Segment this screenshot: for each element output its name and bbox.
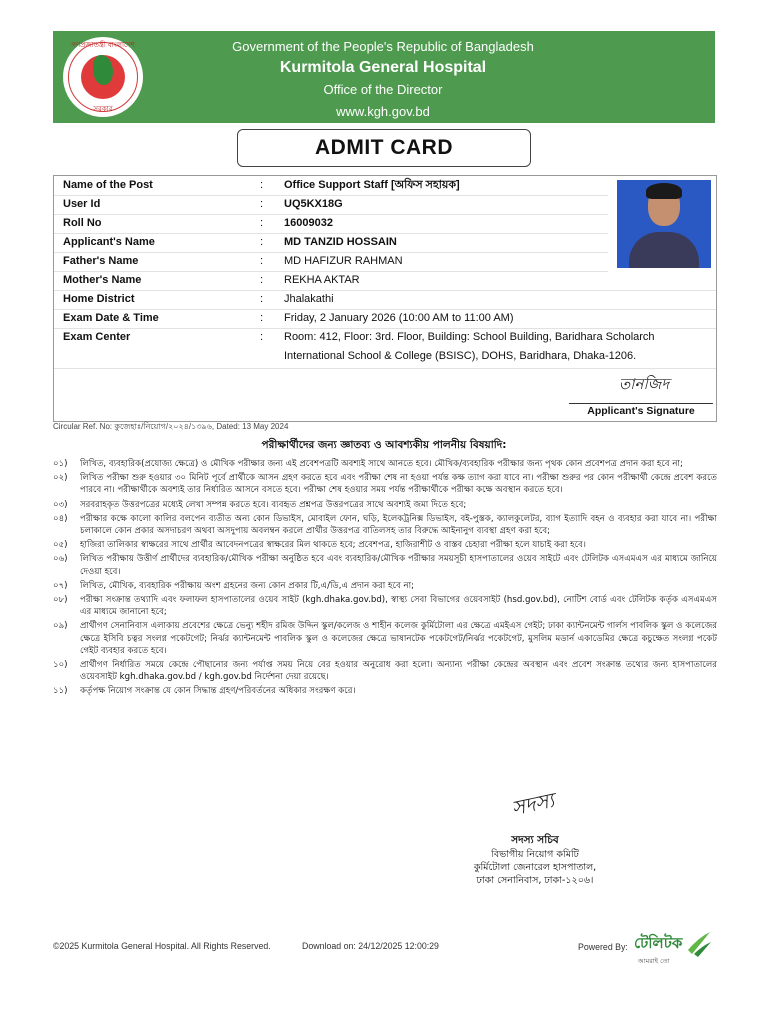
teletalk-tagline: আমরাই তো xyxy=(638,957,670,965)
website-link[interactable]: www.kgh.gov.bd xyxy=(336,104,430,119)
field-row-mother-name: Mother's Name : REKHA AKTAR xyxy=(54,271,716,291)
teletalk-swoosh-icon xyxy=(684,928,712,958)
list-item: ০৩) সরবরাহকৃত উত্তরপত্রের মধ্যেই লেখা সম্পন্ন করতে হবে। ব্যবহৃত প্রশ্নপত্র উত্তরপত্রের সাথে অবশ্যই জমা দিতে হবে; xyxy=(53,499,467,510)
field-value: Jhalakathi xyxy=(284,293,334,305)
applicant-photo xyxy=(617,180,711,268)
field-label: Mother's Name xyxy=(63,274,142,286)
field-row-exam-date: Exam Date & Time : Friday, 2 January 2026 (10:00 AM to 11:00 AM) xyxy=(54,309,716,329)
field-value: MD HAFIZUR RAHMAN xyxy=(284,255,403,267)
list-item: ০৯) প্রার্থীগণ সেনানিবাস এলাকায় প্রবেশের ক্ষেত্রে ভেন্যু শহীদ রমিজ উদ্দিন স্কুল/কলেজ ও শাহীন কলেজ কুর্মিটোলা এর ক্ষেত্রে এমইএস গেইট; ঢাকা ক্যান্টনমেন্ট গার্লস পাবলিক স্কুল ও কলেজের ক্ষেত্রে ইসিবি চত্বর সংলগ্ন পকেটগেট; নির্ঝর ক্যান্টনমেন্ট পাবলিক স্কুল ও কলেজের ক্ষেত্রে ভাষানটেক পকেটগেট/নির্ঝর পকেটগেট, মুসলিম মডার্ন একাডেমির ক্ষেত্রে কচুক্ষেত সংলগ্ন পকেট গেইট ব্যবহার করতে হবে। xyxy=(53,621,717,656)
list-item: ০৬) লিখিত পরীক্ষায় উত্তীর্ণ প্রার্থীদের ব্যবহারিক/মৌখিক পরীক্ষা অনুষ্ঠিত হবে এবং ব্যবহারিক/মৌখিক পরীক্ষার সময়সূচী হাসপাতালের ওয়েব সাইটে এবং টেলিটক এসএমএস এর মাধ্যমে জানিয়ে দেওয়া হবে। xyxy=(53,554,717,577)
seal-bottom-text: সরকার xyxy=(93,106,113,113)
secretary-signature-image: সদস্য xyxy=(509,787,557,821)
instructions-list xyxy=(53,458,717,700)
applicant-signature-image: তানজিদ xyxy=(618,375,670,393)
list-item: ০৪) পরীক্ষার কক্ষে কালো কালির বলপেন ব্যতীত অন্য কোন ডিভাইস, মোবাইল ফোন, ঘড়ি, ইলেকট্রনিক্স ডিভাইস, বই-পুস্তক, ক্যালকুলেটর, ব্যাগ ইত্যাদি বহন ও ব্যবহার করা যাবে না। পরীক্ষা চলাকালে কোন প্রকার অসদাচরণ অথবা অসদুপায় অবলম্বন করলে প্রার্থীর উত্তরপত্র বাতিলসহ তার বিরুদ্ধে আইনানুগ ব্যবস্থা গ্রহণ করা হবে; xyxy=(53,513,717,537)
field-row-user-id: User Id : UQ5KX18G xyxy=(54,195,608,215)
field-row-father-name: Father's Name : MD HAFIZUR RAHMAN xyxy=(54,252,608,272)
field-row-home-district: Home District : Jhalakathi xyxy=(54,290,716,310)
signature-line xyxy=(569,403,713,404)
field-label: Exam Center xyxy=(63,331,131,343)
powered-by-label: Powered By: xyxy=(578,942,628,952)
field-label: Name of the Post xyxy=(63,179,153,191)
field-label: Exam Date & Time xyxy=(63,312,159,324)
list-item: ০৭) লিখিত, মৌখিক, ব্যবহারিক পরীক্ষায় অংশ গ্রহনের জন্য কোন প্রকার টি,এ/ডি,এ প্রদান করা হবে না; xyxy=(53,580,414,591)
government-seal-icon xyxy=(63,37,143,117)
field-value: MD TANZID HOSSAIN xyxy=(284,236,397,248)
government-title: Government of the People's Republic of Bangladesh xyxy=(232,39,534,54)
office-name: Office of the Director xyxy=(323,82,443,97)
instructions-title: পরীক্ষার্থীদের জন্য জ্ঞাতব্য ও আবশ্যকীয় পালনীয় বিষয়াদি: xyxy=(261,439,507,451)
header-banner xyxy=(53,31,715,123)
admit-card-title: ADMIT CARD xyxy=(237,129,531,167)
field-row-post: Name of the Post : Office Support Staff [অফিস সহায়ক] xyxy=(54,176,608,196)
field-value: Room: 412, Floor: 3rd. Floor, Building: School Building, Baridhara Scholarch International School & College (BSISC), DOHS, Baridhara, Dhaka-1206. xyxy=(284,331,655,362)
list-item: ০২) লিখিত পরীক্ষা শুরু হওয়ার ৩০ মিনিট পূর্বে প্রার্থীকে আসন গ্রহণ করতে হবে এবং পরীক্ষা শেষ না হওয়া পর্যন্ত কক্ষ ত্যাগ করা যাবে না। পরীক্ষা শুরুর পর কোন পরীক্ষার্থী কেন্দ্রে প্রবেশ করতে পারবে না। পরীক্ষার্থীকে অবশ্যই তার নির্ধারিত আসনে বসতে হবে। পরীক্ষা শেষ হওয়ার সময় পর্যন্ত পরীক্ষার্থীকে পরীক্ষা কক্ষে অবস্থান করতে হবে। xyxy=(53,473,717,496)
field-label: Home District xyxy=(63,293,135,305)
field-value: Office Support Staff [অফিস সহায়ক] xyxy=(284,179,460,191)
secretary-committee: বিভাগীয় নিয়োগ কমিটি xyxy=(491,849,579,860)
list-item: ১০) প্রার্থীগণ নির্ধারিত সময়ে কেন্দ্রে পৌছানোর জন্য পর্যাপ্ত সময় নিয়ে বের হওয়ার অনুরোধ করা হলো। অন্যান্য পরীক্ষা কেন্দ্রের অবস্থান এবং প্রবেশ সংক্রান্ত তথ্যের জন্য হাসপাতালের ওয়েবসাইট kgh.dhaka.gov.bd / kgh.gov.bd নির্দেশনা দেয়া রয়েছে। xyxy=(53,660,717,683)
list-item: ০৮) পরীক্ষা সংক্রান্ত তথ্যাদি এবং ফলাফল হাসপাতালের ওয়েব সাইট (kgh.dhaka.gov.bd), স্বাস্থ্য সেবা বিভাগের ওয়েবসাইট (hsd.gov.bd), নোটিশ বোর্ড এবং টেলিটক কর্তৃক এসএমএস এর মাধ্যমে জানানো হবে; xyxy=(53,595,717,618)
applicant-info-box xyxy=(53,175,717,422)
circular-reference: Circular Ref. No: কুজেহাঃ/নিয়োগ/২০২৪/১৩৯৬, Dated: 13 May 2024 xyxy=(53,422,289,431)
list-item: ১১) কর্তৃপক্ষ নিয়োগ সংক্রান্ত যে কোন সিদ্ধান্ত গ্রহণ/পরিবর্তনের অধিকার সংরক্ষণ করে। xyxy=(53,686,356,697)
field-row-roll: Roll No : 16009032 xyxy=(54,214,608,234)
field-value: 16009032 xyxy=(284,217,333,229)
secretary-title: সদস্য সচিব xyxy=(511,834,559,846)
applicant-signature-label: Applicant's Signature xyxy=(587,405,695,417)
field-value: UQ5KX18G xyxy=(284,198,343,210)
field-label: Applicant's Name xyxy=(63,236,155,248)
secretary-address: ঢাকা সেনানিবাস, ঢাকা-১২০৬। xyxy=(476,875,594,886)
field-label: Father's Name xyxy=(63,255,139,267)
list-item: ০৫) হাজিরা তালিকার স্বাক্ষরের সাথে প্রার্থীর আবেদনপত্রের স্বাক্ষরের মিল থাকতে হবে; প্রবেশপত্র, হাজিরাশীট ও বাস্তব চেহারা পরীক্ষা হলে যাচাই করা হবে। xyxy=(53,540,586,551)
field-value: REKHA AKTAR xyxy=(284,274,360,286)
secretary-hospital: কুর্মিটোলা জেনারেল হাসপাতাল, xyxy=(473,862,597,873)
field-row-applicant-name: Applicant's Name : MD TANZID HOSSAIN xyxy=(54,233,608,253)
field-value: Friday, 2 January 2026 (10:00 AM to 11:00 AM) xyxy=(284,312,514,324)
teletalk-logo: টেলিটক xyxy=(634,934,683,952)
field-label: User Id xyxy=(63,198,101,210)
seal-top-text: গণপ্রজাতন্ত্রী বাংলাদেশ xyxy=(71,42,135,49)
list-item: ০১) লিখিত, ব্যবহারিক(প্রযোজ্য ক্ষেত্রে) ও মৌখিক পরীক্ষার জন্য এই প্রবেশপত্রটি অবশ্যই সাথে আনতে হবে। মৌখিক/ব্যবহারিক পরীক্ষার জন্য পৃথক কোন প্রবেশপত্র প্রদান করা হবে না; xyxy=(53,459,683,469)
field-label: Roll No xyxy=(63,217,102,229)
field-row-exam-center: Exam Center : Room: 412, Floor: 3rd. Floor, Building: School Building, Baridhara Scholarch International School & College (BSISC), DOHS, Baridhara, Dhaka-1206. xyxy=(54,328,716,369)
hospital-name: Kurmitola General Hospital xyxy=(279,59,487,76)
footer-download-time: Download on: 24/12/2025 12:00:29 xyxy=(302,941,439,951)
footer-copyright: ©2025 Kurmitola General Hospital. All Rights Reserved. xyxy=(53,941,271,951)
